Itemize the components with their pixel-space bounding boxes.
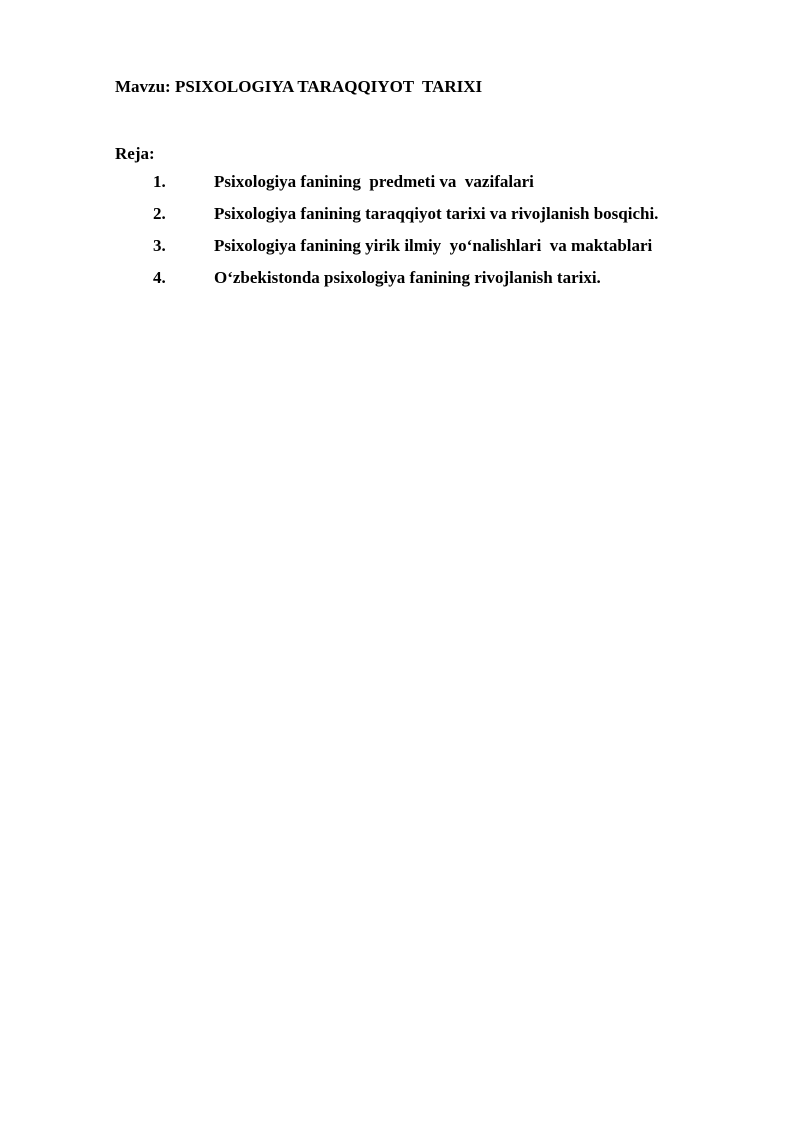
- list-item-number: 1.: [153, 172, 166, 191]
- plan-label: Reja:: [115, 144, 155, 163]
- list-item-number: 2.: [153, 204, 166, 223]
- topic-label: Mavzu:: [115, 77, 171, 96]
- topic-heading: [115, 77, 482, 97]
- list-item-number: 3.: [153, 236, 166, 255]
- list-item-text: Psixologiya fanining yirik ilmiy yo‘nalishlari va maktablari: [214, 236, 653, 255]
- list-item-number: 4.: [153, 268, 166, 287]
- list-item-text: Psixologiya fanining predmeti va vazifalari: [214, 172, 534, 191]
- list-item-text: O‘zbekistonda psixologiya fanining rivojlanish tarixi.: [214, 268, 601, 287]
- list-item-text: Psixologiya fanining taraqqiyot tarixi va rivojlanish bosqichi.: [214, 204, 659, 223]
- topic-title: PSIXOLOGIYA TARAQQIYOT TARIXI: [174, 77, 483, 96]
